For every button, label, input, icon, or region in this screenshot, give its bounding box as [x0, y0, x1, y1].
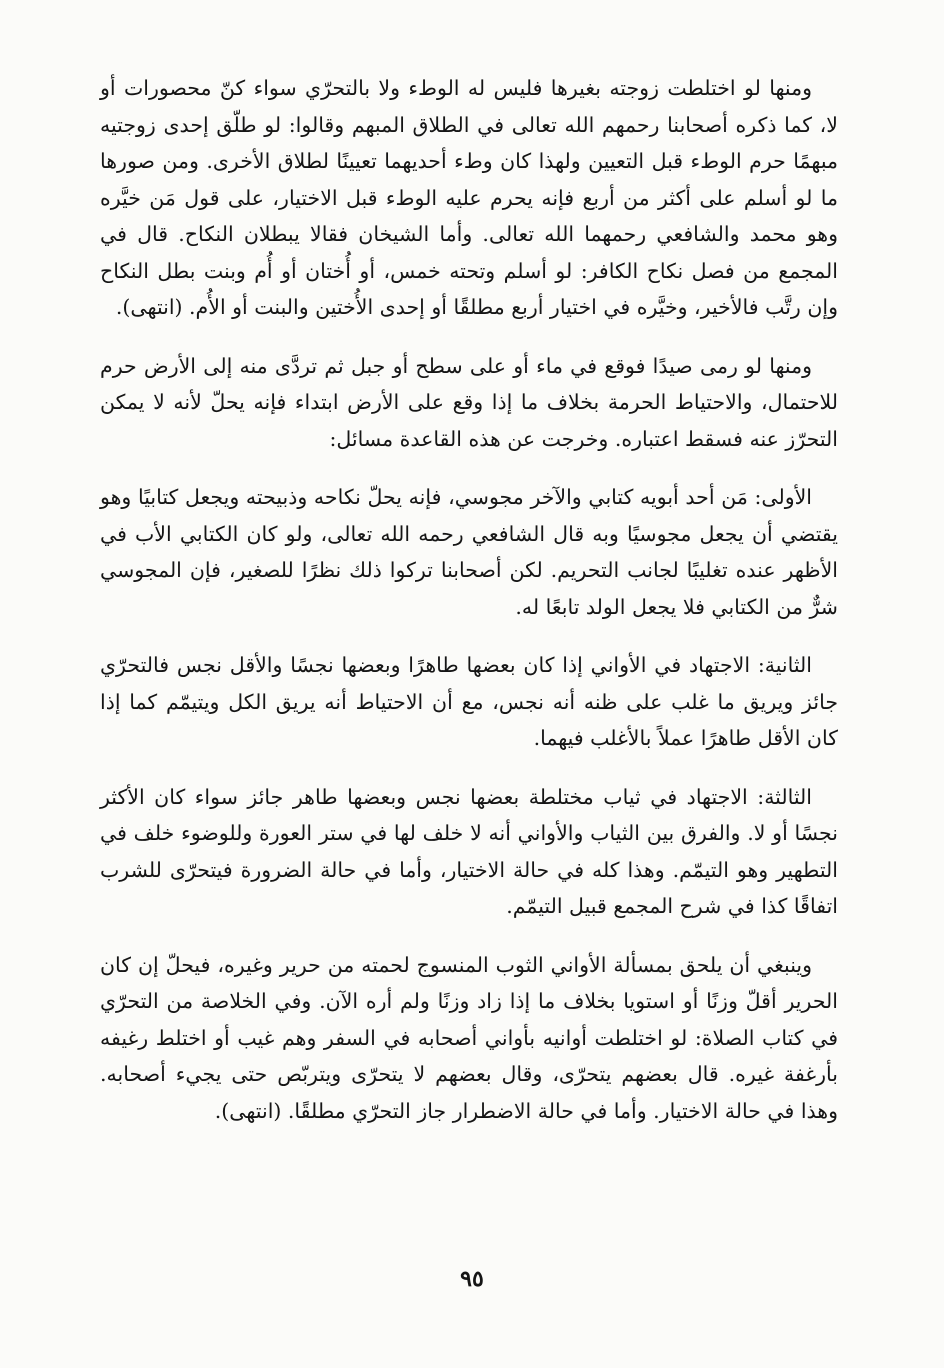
page-body-text — [100, 70, 838, 1129]
paragraph-1: ومنها لو اختلطت زوجته بغيرها فليس له الوطء ولا بالتحرّي سواء كنّ محصورات أو لا، كما ذكره أصحابنا رحمهم الله تعالى في الطلاق المبهم وقالوا: لو طلّق إحدى زوجتيه مبهمًا حرم الوطء قبل التعيين ولهذا كان وطء أحديهما تعيينًا لطلاق الأخرى. ومن صورها ما لو أسلم على أكثر من أربع فإنه يحرم عليه الوطء قبل الاختيار، على قول مَن خيَّره وهو محمد والشافعي رحمهما الله تعالى. وأما الشيخان فقالا يبطلان النكاح. قال في المجمع من فصل نكاح الكافر: لو أسلم وتحته خمس، أو أُختان أو أُم وبنت بطل النكاح وإن رتَّب فالأخير، وخيَّره في اختيار أربع مطلقًا أو إحدى الأُختين والبنت أو الأُم. (انتهى). — [100, 76, 838, 319]
paragraph-3: الأولى: مَن أحد أبويه كتابي والآخر مجوسي، فإنه يحلّ نكاحه وذبيحته ويجعل كتابيًا وهو يقتضي أن يجعل مجوسيًا وبه قال الشافعي رحمه الله تعالى، ولو كان الكتابي الأب في الأظهر عنده تغليبًا لجانب التحريم. لكن أصحابنا تركوا ذلك نظرًا للصغير، فإن المجوسي شرٌّ من الكتابي فلا يجعل الولد تابعًا له. — [100, 485, 838, 619]
paragraph-2: ومنها لو رمى صيدًا فوقع في ماء أو على سطح أو جبل ثم تردَّى منه إلى الأرض حرم للاحتمال، والاحتياط الحرمة بخلاف ما إذا وقع على الأرض ابتداء فإنه يحلّ لأنه لا يمكن التحرّز عنه فسقط اعتباره. وخرجت عن هذه القاعدة مسائل: — [100, 353, 838, 451]
paragraph-4: الثانية: الاجتهاد في الأواني إذا كان بعضها طاهرًا وبعضها نجسًا والأقل نجس فالتحرّي جائز ويريق ما غلب على ظنه أنه نجس، مع أن الاحتياط أنه يريق الكل ويتيمّم كما إذا كان الأقل طاهرًا عملاً بالأغلب فيهما. — [100, 653, 838, 750]
page-number: ٩٥ — [460, 1266, 484, 1292]
paragraph-5: الثالثة: الاجتهاد في ثياب مختلطة بعضها نجس وبعضها طاهر جائز سواء كان الأكثر نجسًا أو لا. والفرق بين الثياب والأواني أنه لا خلف لها في ستر العورة وللوضوء خلف في التطهير وهو التيمّم. وهذا كله في حالة الاختيار، وأما في حالة الضرورة فيتحرّى للشرب اتفاقًا كذا في شرح المجمع قبيل التيمّم. — [100, 784, 838, 918]
paragraph-6: وينبغي أن يلحق بمسألة الأواني الثوب المنسوج لحمته من حرير وغيره، فيحلّ إن كان الحرير أقلّ وزنًا أو استويا بخلاف ما إذا زاد وزنًا ولم أره الآن. وفي الخلاصة من التحرّي في كتاب الصلاة: لو اختلطت أوانيه بأواني أصحابه في السفر وهم غيب أو اختلط رغيفه بأرغفة غيره. قال بعضهم يتحرّى، وقال بعضهم لا يتحرّى ويتربّص حتى يجيء أصحابه. وهذا في حالة الاختيار. وأما في حالة الاضطرار جاز التحرّي مطلقًا. (انتهى). — [100, 952, 838, 1123]
